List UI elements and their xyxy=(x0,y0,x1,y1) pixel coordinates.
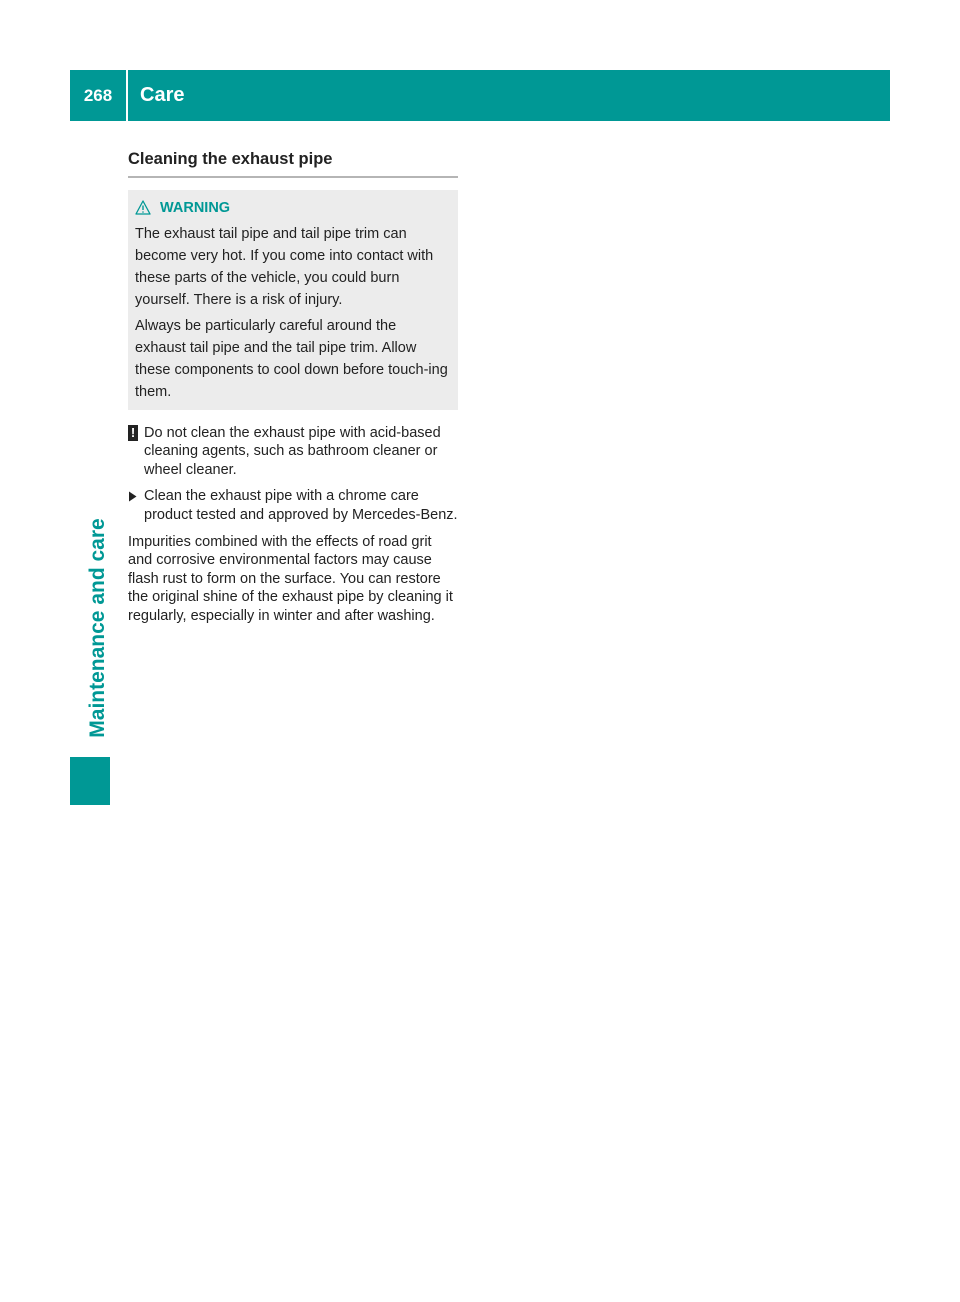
warning-paragraph: The exhaust tail pipe and tail pipe trim can become very hot. If you come into contact with these parts of the vehicle, you could burn yourself. There is a risk of injury. xyxy=(135,225,434,308)
main-content xyxy=(128,150,458,626)
warning-heading xyxy=(135,198,450,218)
side-tab-marker xyxy=(70,757,110,805)
warning-box xyxy=(128,190,458,410)
header-divider xyxy=(126,70,128,121)
instruction-text: Clean the exhaust pipe with a chrome care product tested and approved by Mercedes-Benz. xyxy=(144,488,458,523)
warning-triangle-icon xyxy=(135,200,151,215)
section-title: Cleaning the exhaust pipe xyxy=(128,150,458,178)
arrow-right-icon xyxy=(128,491,137,502)
header-bar xyxy=(70,70,890,121)
side-tab-label: Maintenance and care xyxy=(86,518,109,738)
caution-note xyxy=(128,424,458,480)
warning-label: WARNING xyxy=(160,199,231,216)
chapter-title: Care xyxy=(140,84,185,106)
page-number: 268 xyxy=(83,85,113,105)
warning-paragraph: Always be particularly careful around the exhaust tail pipe and the tail pipe trim. Allow these components to cool down before touch-ing them. xyxy=(135,317,448,400)
instruction-step xyxy=(128,487,458,524)
body-paragraph: Impurities combined with the effects of road grit and corrosive environmental factors may cause flash rust to form on the surface. You can restore the original shine of the exhaust pipe by cleaning it regularly, especially in winter and after washing. xyxy=(128,533,453,624)
caution-note-text: Do not clean the exhaust pipe with acid-based cleaning agents, such as bathroom cleaner or wheel cleaner. xyxy=(144,424,441,478)
exclamation-icon: ! xyxy=(128,425,138,441)
